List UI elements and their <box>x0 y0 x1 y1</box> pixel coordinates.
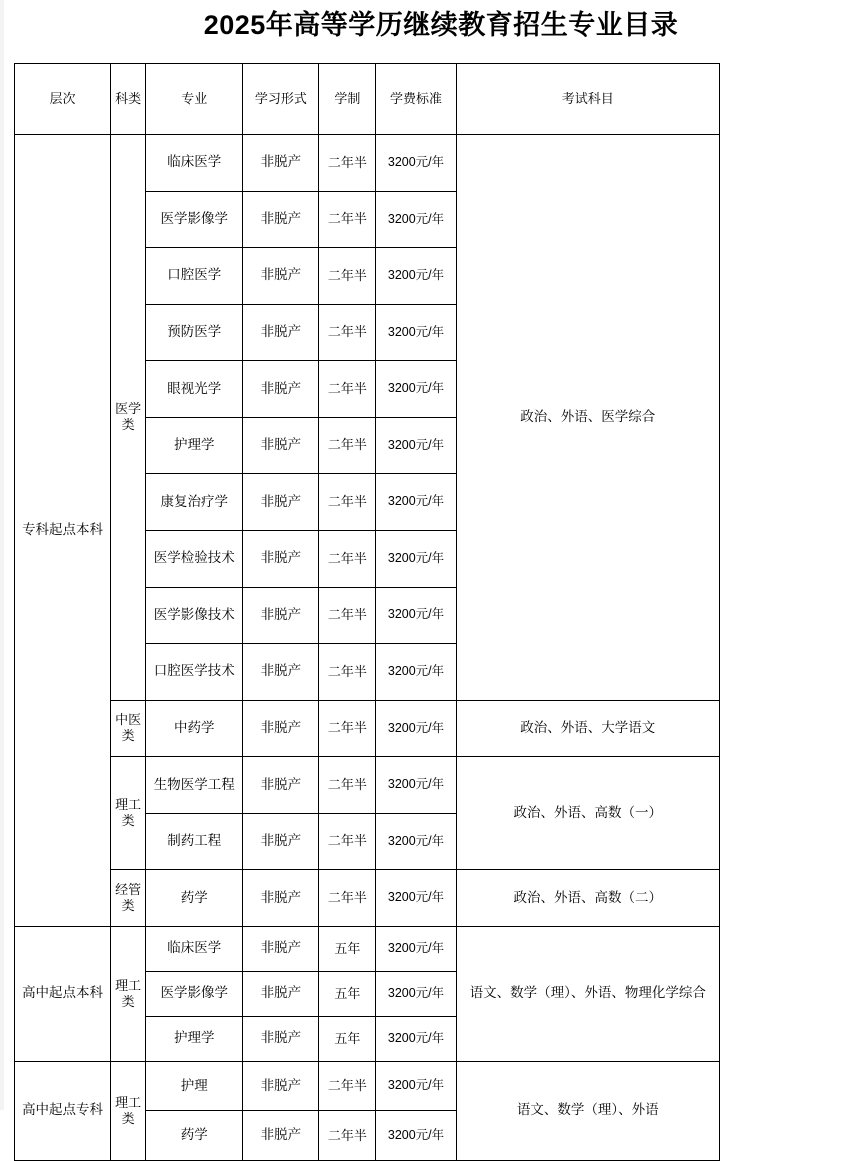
cell-duration: 二年半 <box>319 135 376 192</box>
cell-tuition: 3200元/年 <box>376 530 456 587</box>
cell-major: 医学影像学 <box>146 191 243 248</box>
cell-level: 高中起点本科 <box>15 926 111 1061</box>
cell-level: 高中起点专科 <box>15 1061 111 1160</box>
cell-study-mode: 非脱产 <box>243 135 319 192</box>
cell-duration: 二年半 <box>319 1061 376 1111</box>
cell-category: 经管类 <box>111 870 146 927</box>
cell-study-mode: 非脱产 <box>243 587 319 644</box>
cell-duration: 二年半 <box>319 191 376 248</box>
cell-major: 护理学 <box>146 417 243 474</box>
cell-exam-subjects: 政治、外语、高数（二） <box>456 870 719 927</box>
cell-study-mode: 非脱产 <box>243 870 319 927</box>
cell-study-mode: 非脱产 <box>243 248 319 305</box>
cell-duration: 五年 <box>319 971 376 1016</box>
cell-major: 临床医学 <box>146 135 243 192</box>
cell-study-mode: 非脱产 <box>243 971 319 1016</box>
cell-duration: 二年半 <box>319 870 376 927</box>
cell-duration: 五年 <box>319 1016 376 1061</box>
cell-study-mode: 非脱产 <box>243 191 319 248</box>
cell-study-mode: 非脱产 <box>243 644 319 701</box>
cell-tuition: 3200元/年 <box>376 417 456 474</box>
header-duration: 学制 <box>319 64 376 135</box>
cell-study-mode: 非脱产 <box>243 813 319 870</box>
cell-exam-subjects: 政治、外语、医学综合 <box>456 135 719 701</box>
admissions-catalog-table <box>14 63 720 1161</box>
table-row <box>15 700 720 757</box>
header-major: 专业 <box>146 64 243 135</box>
table-body <box>15 135 720 1161</box>
cell-category: 中医类 <box>111 700 146 757</box>
cell-study-mode: 非脱产 <box>243 1111 319 1161</box>
cell-major: 眼视光学 <box>146 361 243 418</box>
cell-duration: 五年 <box>319 926 376 971</box>
cell-tuition: 3200元/年 <box>376 700 456 757</box>
cell-tuition: 3200元/年 <box>376 361 456 418</box>
cell-study-mode: 非脱产 <box>243 700 319 757</box>
cell-tuition: 3200元/年 <box>376 644 456 701</box>
cell-major: 护理 <box>146 1061 243 1111</box>
cell-major: 口腔医学技术 <box>146 644 243 701</box>
cell-category: 理工类 <box>111 926 146 1061</box>
cell-tuition: 3200元/年 <box>376 1061 456 1111</box>
cell-tuition: 3200元/年 <box>376 304 456 361</box>
cell-study-mode: 非脱产 <box>243 304 319 361</box>
cell-category: 理工类 <box>111 757 146 870</box>
cell-category: 医学类 <box>111 135 146 701</box>
cell-duration: 二年半 <box>319 1111 376 1161</box>
cell-study-mode: 非脱产 <box>243 417 319 474</box>
cell-study-mode: 非脱产 <box>243 1061 319 1111</box>
cell-duration: 二年半 <box>319 530 376 587</box>
catalog-table-container <box>14 63 720 1161</box>
cell-tuition: 3200元/年 <box>376 587 456 644</box>
table-row <box>15 926 720 971</box>
cell-exam-subjects: 政治、外语、高数（一） <box>456 757 719 870</box>
cell-major: 生物医学工程 <box>146 757 243 814</box>
header-study-mode: 学习形式 <box>243 64 319 135</box>
cell-major: 护理学 <box>146 1016 243 1061</box>
cell-major: 康复治疗学 <box>146 474 243 531</box>
cell-exam-subjects: 语文、数学（理）、外语 <box>456 1061 719 1160</box>
cell-duration: 二年半 <box>319 417 376 474</box>
cell-duration: 二年半 <box>319 757 376 814</box>
cell-tuition: 3200元/年 <box>376 757 456 814</box>
cell-major: 药学 <box>146 1111 243 1161</box>
cell-major: 临床医学 <box>146 926 243 971</box>
cell-major: 医学检验技术 <box>146 530 243 587</box>
cell-tuition: 3200元/年 <box>376 474 456 531</box>
cell-category: 理工类 <box>111 1061 146 1160</box>
cell-tuition: 3200元/年 <box>376 248 456 305</box>
cell-tuition: 3200元/年 <box>376 926 456 971</box>
table-row <box>15 757 720 814</box>
cell-duration: 二年半 <box>319 644 376 701</box>
cell-duration: 二年半 <box>319 587 376 644</box>
table-header <box>15 64 720 135</box>
cell-study-mode: 非脱产 <box>243 926 319 971</box>
cell-major: 医学影像技术 <box>146 587 243 644</box>
header-exam-subjects: 考试科目 <box>456 64 719 135</box>
table-row <box>15 870 720 927</box>
cell-major: 中药学 <box>146 700 243 757</box>
cell-tuition: 3200元/年 <box>376 813 456 870</box>
cell-tuition: 3200元/年 <box>376 1111 456 1161</box>
cell-exam-subjects: 政治、外语、大学语文 <box>456 700 719 757</box>
cell-exam-subjects: 语文、数学（理）、外语、物理化学综合 <box>456 926 719 1061</box>
cell-study-mode: 非脱产 <box>243 757 319 814</box>
page-left-edge <box>0 0 4 1110</box>
cell-tuition: 3200元/年 <box>376 1016 456 1061</box>
header-tuition: 学费标准 <box>376 64 456 135</box>
cell-tuition: 3200元/年 <box>376 135 456 192</box>
table-row <box>15 1061 720 1111</box>
cell-tuition: 3200元/年 <box>376 191 456 248</box>
header-level: 层次 <box>15 64 111 135</box>
cell-tuition: 3200元/年 <box>376 971 456 1016</box>
cell-duration: 二年半 <box>319 248 376 305</box>
cell-major: 医学影像学 <box>146 971 243 1016</box>
cell-tuition: 3200元/年 <box>376 870 456 927</box>
cell-duration: 二年半 <box>319 700 376 757</box>
cell-level: 专科起点本科 <box>15 135 111 927</box>
cell-major: 制药工程 <box>146 813 243 870</box>
table-row <box>15 135 720 192</box>
header-row <box>15 64 720 135</box>
cell-study-mode: 非脱产 <box>243 1016 319 1061</box>
cell-duration: 二年半 <box>319 813 376 870</box>
cell-major: 口腔医学 <box>146 248 243 305</box>
cell-study-mode: 非脱产 <box>243 530 319 587</box>
cell-study-mode: 非脱产 <box>243 474 319 531</box>
page-title: 2025年高等学历继续教育招生专业目录 <box>203 10 679 40</box>
cell-major: 药学 <box>146 870 243 927</box>
cell-duration: 二年半 <box>319 361 376 418</box>
cell-study-mode: 非脱产 <box>243 361 319 418</box>
cell-duration: 二年半 <box>319 304 376 361</box>
cell-duration: 二年半 <box>319 474 376 531</box>
cell-major: 预防医学 <box>146 304 243 361</box>
header-category: 科类 <box>111 64 146 135</box>
